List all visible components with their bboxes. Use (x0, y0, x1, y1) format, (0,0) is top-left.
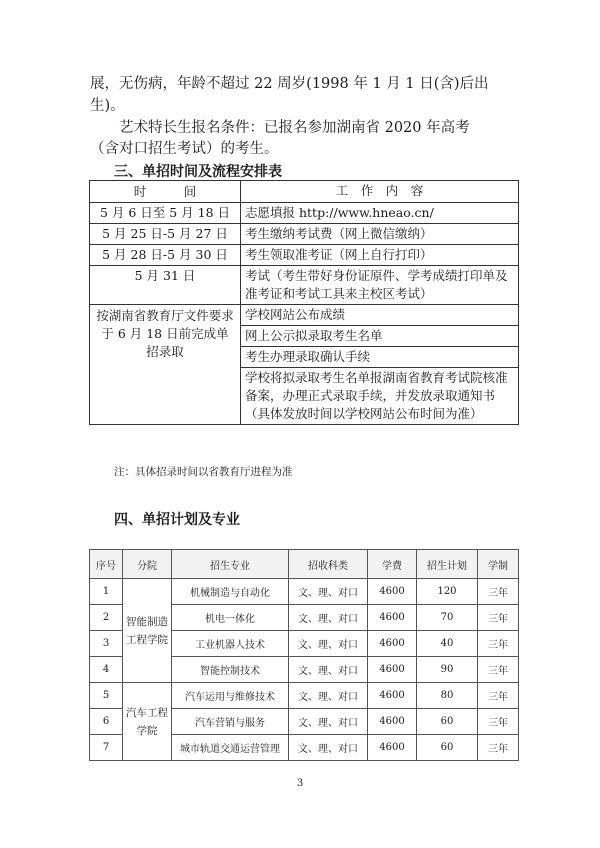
cell-fee: 4600 (368, 735, 417, 761)
schedule-content: 考生办理录取确认手续 (241, 347, 519, 368)
cell-years: 三年 (478, 735, 519, 761)
enrollment-header-row (90, 550, 519, 579)
cell-fee: 4600 (368, 683, 417, 709)
schedule-content: 志愿填报 http://www.hneao.cn/ (241, 203, 519, 224)
table-row (90, 203, 519, 224)
cell-plan: 40 (417, 631, 478, 657)
header-subject: 招收科类 (289, 550, 368, 579)
cell-college: 汽车工程学院 (123, 683, 172, 761)
page-number: 3 (296, 778, 304, 789)
schedule-content: 学校网站公布成绩 (241, 305, 519, 326)
cell-subject: 文、理、对口 (289, 657, 368, 683)
cell-plan: 60 (417, 735, 478, 761)
intro-line-2: 生)。 (90, 98, 125, 114)
cell-major: 城市轨道交通运营管理 (172, 735, 289, 761)
schedule-header-row (90, 181, 519, 203)
cell-no: 6 (90, 709, 123, 735)
schedule-content: 考生领取准考证（网上自行打印） (241, 245, 519, 266)
cell-major: 智能控制技术 (172, 657, 289, 683)
schedule-time: 5 月 25 日-5 月 27 日 (90, 224, 241, 245)
schedule-time: 5 月 28 日-5 月 30 日 (90, 245, 241, 266)
schedule-time: 5 月 31 日 (90, 266, 241, 305)
schedule-header-time: 时 间 (90, 181, 241, 203)
schedule-note: 注：具体招录时间以省教育厅进程为准 (114, 466, 293, 478)
header-major: 招生专业 (172, 550, 289, 579)
header-years: 学制 (478, 550, 519, 579)
cell-years: 三年 (478, 683, 519, 709)
cell-years: 三年 (478, 657, 519, 683)
cell-years: 三年 (478, 709, 519, 735)
schedule-table (89, 180, 519, 425)
cell-subject: 文、理、对口 (289, 683, 368, 709)
table-row (90, 683, 519, 709)
cell-plan: 90 (417, 657, 478, 683)
cell-major: 工业机器人技术 (172, 631, 289, 657)
cell-no: 4 (90, 657, 123, 683)
cell-major: 汽车营销与服务 (172, 709, 289, 735)
table-row (90, 245, 519, 266)
cell-subject: 文、理、对口 (289, 605, 368, 631)
cell-fee: 4600 (368, 631, 417, 657)
cell-no: 5 (90, 683, 123, 709)
schedule-content: 考试（考生带好身份证原件、学考成绩打印单及准考证和考试工具来主校区考试） (241, 266, 519, 305)
header-fee: 学费 (368, 550, 417, 579)
cell-plan: 70 (417, 605, 478, 631)
section-3-heading: 三、单招时间及流程安排表 (114, 164, 282, 180)
cell-subject: 文、理、对口 (289, 579, 368, 605)
schedule-content: 网上公示拟录取考生名单 (241, 326, 519, 347)
cell-fee: 4600 (368, 657, 417, 683)
cell-plan: 60 (417, 709, 478, 735)
cell-no: 1 (90, 579, 123, 605)
cell-plan: 80 (417, 683, 478, 709)
table-row (90, 224, 519, 245)
enrollment-table (89, 549, 519, 761)
cell-years: 三年 (478, 631, 519, 657)
cell-years: 三年 (478, 605, 519, 631)
intro-line-3: 艺术特长生报名条件：已报名参加湖南省 2020 年高考 (119, 120, 470, 136)
cell-major: 机械制造与自动化 (172, 579, 289, 605)
cell-plan: 120 (417, 579, 478, 605)
cell-college: 智能制造工程学院 (123, 579, 172, 683)
schedule-content: 考生缴纳考试费（网上微信缴纳） (241, 224, 519, 245)
cell-no: 2 (90, 605, 123, 631)
cell-fee: 4600 (368, 605, 417, 631)
cell-subject: 文、理、对口 (289, 735, 368, 761)
cell-years: 三年 (478, 579, 519, 605)
section-4-heading: 四、单招计划及专业 (114, 512, 240, 528)
intro-line-1: 展，无伤病，年龄不超过 22 周岁(1998 年 1 月 1 日(含)后出 (90, 76, 489, 92)
schedule-group-time: 按湖南省教育厅文件要求于 6 月 18 日前完成单招录取 (90, 305, 241, 425)
table-row (90, 266, 519, 305)
table-row (90, 579, 519, 605)
cell-major: 汽车运用与维修技术 (172, 683, 289, 709)
cell-no: 7 (90, 735, 123, 761)
cell-fee: 4600 (368, 579, 417, 605)
cell-subject: 文、理、对口 (289, 709, 368, 735)
intro-line-4: （含对口招生考试）的考生。 (90, 141, 279, 157)
cell-fee: 4600 (368, 709, 417, 735)
schedule-time: 5 月 6 日至 5 月 18 日 (90, 203, 241, 224)
cell-subject: 文、理、对口 (289, 631, 368, 657)
schedule-content: 学校将拟录取考生名单报湖南省教育考试院核准备案，办理正式录取手续，并发放录取通知书（具体发放时间以学校网站公布时间为准） (241, 368, 519, 425)
header-college: 分院 (123, 550, 172, 579)
header-plan: 招生计划 (417, 550, 478, 579)
cell-no: 3 (90, 631, 123, 657)
table-row (90, 305, 519, 326)
cell-major: 机电一体化 (172, 605, 289, 631)
schedule-header-content: 工 作 内 容 (241, 181, 519, 203)
header-no: 序号 (90, 550, 123, 579)
